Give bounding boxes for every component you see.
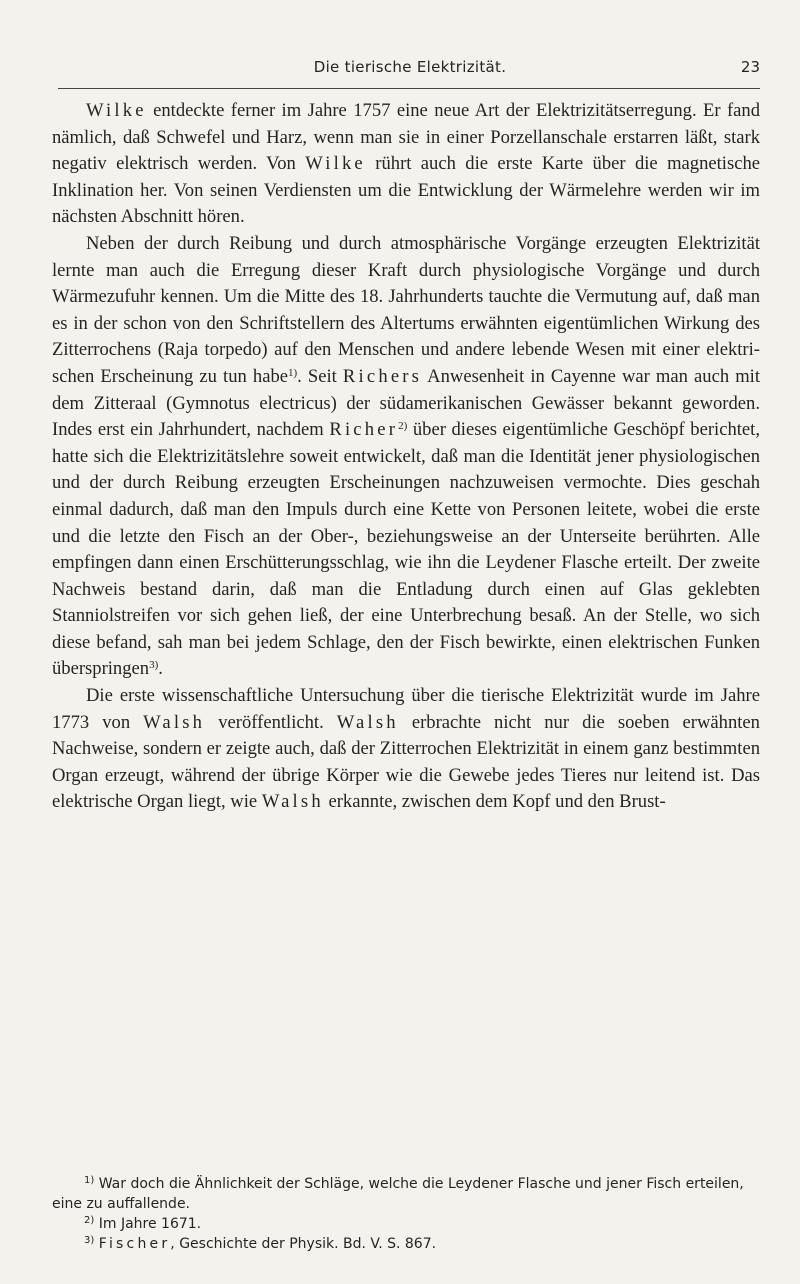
paragraph-text: erbrachte nicht nur die soeben erwähnten Nachweise, sondern er zeigte auch, daß der Zitterrochen Elektrizität in einem ganz bestimmten Organ erzeugt, während der übrige Körper wie die Gewebe jedes Tieres nur leitend ist. Das elektrische Organ liegt, wie (52, 711, 760, 813)
paragraph-text: rührt auch die erste Karte über die magnetische Inklination her. Von seinen Verdiensten um die Entwicklung der Wärmelehre werden wir im nächsten Abschnitt hören. (52, 153, 760, 228)
author-name-walsh: Walsh (336, 711, 399, 733)
header-rule (58, 88, 760, 89)
running-head-title: Die tierische Elektrizität. (313, 58, 507, 76)
page-number: 23 (740, 58, 760, 76)
body-text (52, 98, 760, 816)
paragraph-text: Anwesenheit in Cayenne war man auch mit dem Zitteraal (Gymnotus electricus) der südamerikanischen Gewässer bekannt geworden. Indes erst ein Jahrhundert, nachdem (52, 365, 760, 441)
paragraph-text: . (158, 658, 163, 680)
paragraph-text: entdeckte ferner im Jahre 1757 eine neue Art der Elektrizitätserregung. Er fand nämlich, daß Schwefel und Harz, wenn man sie in einer Porzellanschale erstarren läßt, stark negativ elektrisch werden. Von (52, 100, 760, 175)
footnote-mark: 3) (84, 1235, 95, 1246)
footnote-ref: 3) (149, 659, 159, 672)
paragraph-wilke (52, 98, 760, 231)
paragraph-text: veröffentlicht. (218, 711, 324, 733)
footnote-mark: 1) (84, 1175, 95, 1186)
footnotes (52, 1174, 760, 1254)
footnote-ref: 1) (288, 366, 298, 379)
footnote-3 (52, 1234, 760, 1254)
running-head (60, 58, 760, 88)
author-name-richer: Richer (329, 419, 399, 441)
footnote-mark: 2) (84, 1215, 95, 1226)
footnote-ref: 2) (398, 420, 408, 433)
author-name-richer: Richers (342, 365, 423, 387)
footnote-text: , Geschichte der Physik. Bd. V. S. 867. (170, 1236, 437, 1252)
footnote-2 (52, 1214, 760, 1234)
author-name-wilke: Wilke (305, 153, 366, 175)
paragraph-text: über dieses eigentümliche Geschöpf berichtet, hatte sich die Elektrizitätslehre soweit entwickelt, daß man die Identität jener physiologischen und der durch Reibung erzeugten Erscheinungen nachzuweisen vermochte. Dies geschah einmal dadurch, daß man den Impuls durch eine Kette von Personen leitete, wobei die erste und die letzte den Fisch an der Ober-, beziehungsweise an der Unterseite berührten. Alle empfingen dann einen Erschütterungsschlag, wie ihn die Leydener Flasche erteilt. Der zweite Nachweis bestand darin, daß man die Entladung durch einen auf Glas geklebten Stanniolstreifen vor sich gehen ließ, der eine Unterbrechung besaß. An der Stelle, wo sich diese befand, sah man bei jedem Schlage, den der Fisch bewirkte, einen elektrischen Funken überspringen (52, 419, 760, 680)
footnote-1 (52, 1174, 760, 1214)
paragraph-walsh (52, 683, 760, 816)
paragraph-text: Die erste wissenschaftliche Untersuchung über die tierische Elektrizität wurde im Jahre 1773 von (52, 685, 760, 733)
author-name-walsh: Walsh (143, 711, 206, 733)
paragraph-physiological-electricity (52, 231, 760, 683)
paragraph-text: . Seit (297, 365, 337, 387)
author-name-walsh: Walsh (261, 791, 324, 813)
paragraph-text: Neben der durch Reibung und durch atmosphärische Vorgänge erzeugten Elektrizität lernte man auch die Erregung dieser Kraft durch physiologische Vorgänge und durch Wärmezufuhr kennen. Um die Mitte des 18. Jahrhunderts tauchte die Vermutung auf, daß man es in der schon von den Schriftstellern des Altertums erwähnten eigentümlichen Wirkung des Zitterrochens (Raja torpedo) auf den Menschen und andere lebende Wesen mit einer elektrischen Erscheinung zu tun habe (52, 232, 760, 387)
footnote-text: War doch die Ähnlichkeit der Schläge, welche die Leydener Flasche und jener Fisch erteilen, eine zu auffallende. (52, 1176, 744, 1212)
author-name-wilke: Wilke (86, 100, 147, 121)
paragraph-text: erkannte, zwischen dem Kopf und den Brust- (328, 791, 666, 813)
author-name-fischer: Fischer (98, 1236, 171, 1252)
footnote-text: Im Jahre 1671. (98, 1216, 202, 1232)
